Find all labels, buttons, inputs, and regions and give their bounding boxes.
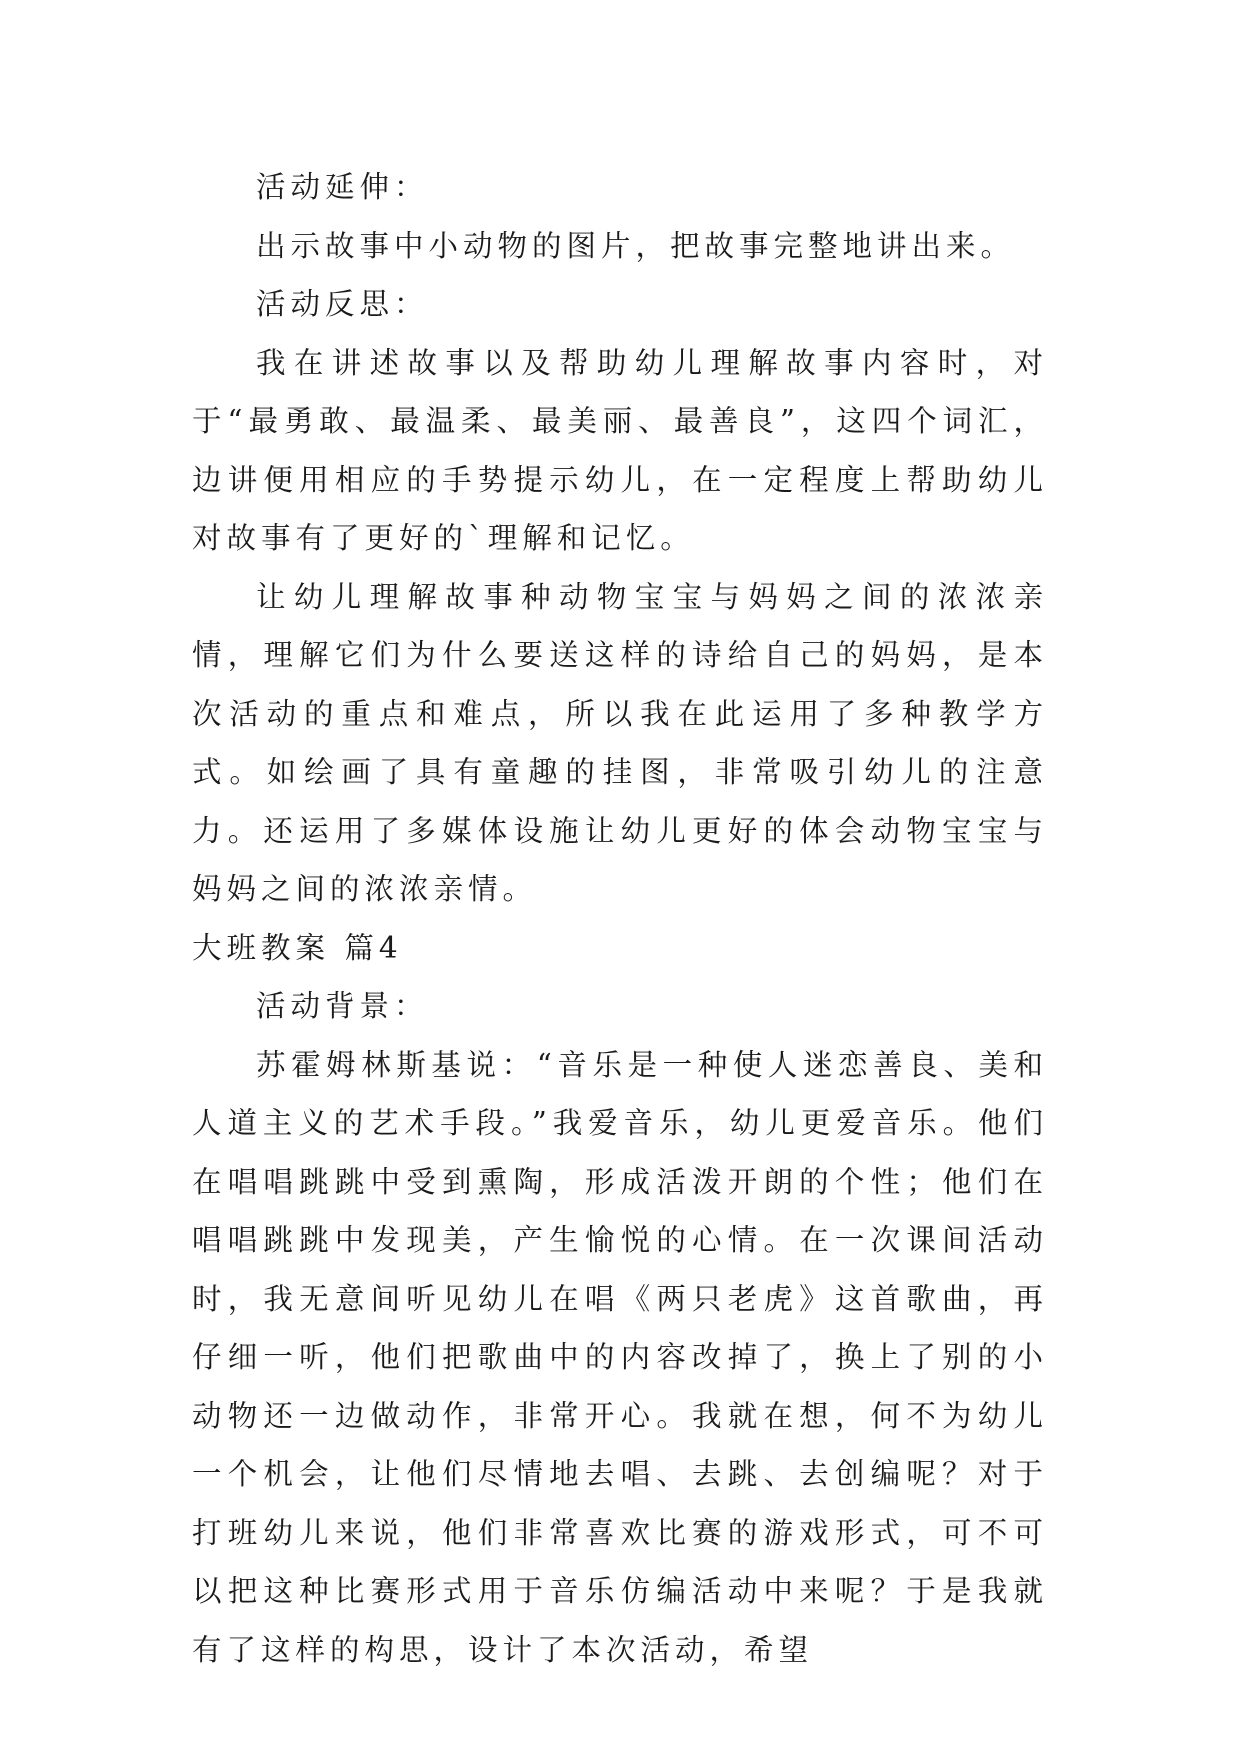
document-body <box>192 158 1048 1679</box>
paragraph-activity-extension-title: 活动延伸： <box>256 170 429 204</box>
section-heading: 大班教案 篇4 <box>192 930 403 965</box>
paragraph-reflection-1: 我在讲述故事以及帮助幼儿理解故事内容时，对于“最勇敢、最温柔、最美丽、最善良”，这四个词汇，边讲便用相应的手势提示幼儿，在一定程度上帮助幼儿对故事有了更好的`理解和记忆。 <box>192 345 1048 555</box>
paragraph-activity-background-title: 活动背景： <box>256 989 429 1023</box>
paragraph-activity-extension: 出示故事中小动物的图片，把故事完整地讲出来。 <box>256 228 1016 263</box>
paragraph-activity-reflection-title: 活动反思： <box>256 287 429 321</box>
paragraph-activity-background: 苏霍姆林斯基说：“音乐是一种使人迷恋善良、美和人道主义的艺术手段。”我爱音乐，幼儿更爱音乐。他们在唱唱跳跳中受到熏陶，形成活泼开朗的个性；他们在唱唱跳跳中发现美，产生愉悦的心情。在一次课间活动时，我无意间听见幼儿在唱《两只老虎》这首歌曲，再仔细一听，他们把歌曲中的内容改掉了，换上了别的小动物还一边做动作，非常开心。我就在想，何不为幼儿一个机会，让他们尽情地去唱、去跳、去创编呢？对于打班幼儿来说，他们非常喜欢比赛的游戏形式，可不可以把这种比赛形式用于音乐仿编活动中来呢？于是我就有了这样的构思，设计了本次活动，希望 <box>192 1047 1048 1667</box>
paragraph-reflection-2: 让幼儿理解故事种动物宝宝与妈妈之间的浓浓亲情，理解它们为什么要送这样的诗给自己的妈妈，是本次活动的重点和难点，所以我在此运用了多种教学方式。如绘画了具有童趣的挂图，非常吸引幼儿的注意力。还运用了多媒体设施让幼儿更好的体会动物宝宝与妈妈之间的浓浓亲情。 <box>192 579 1048 906</box>
